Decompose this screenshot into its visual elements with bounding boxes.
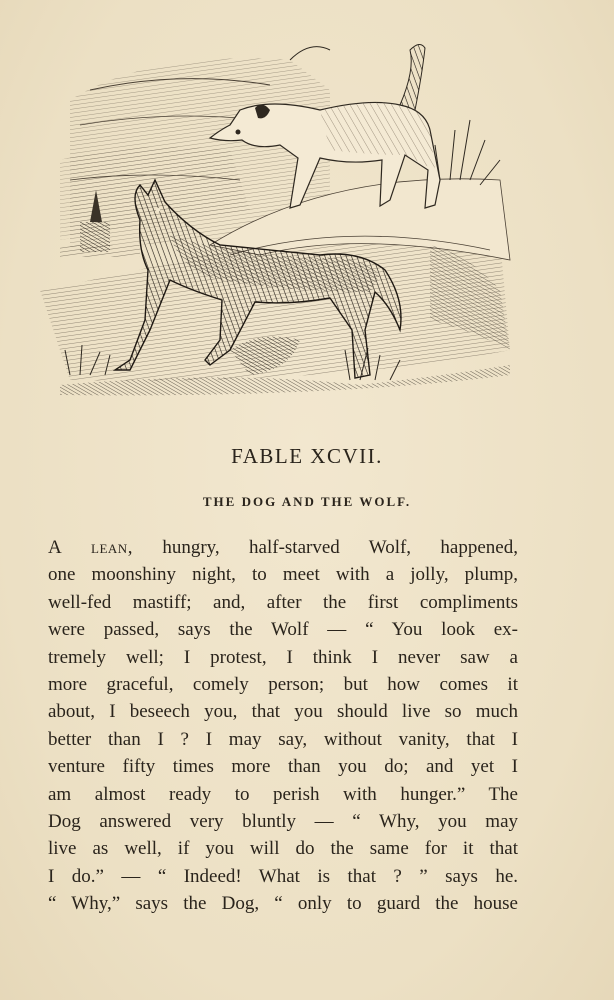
text-line-8: better than I ? I may say, without vanity, that I [48, 728, 518, 750]
dog-and-wolf-engraving [30, 30, 530, 400]
text-line-14: “ Why,” says the Dog, “ only to guard the house [48, 893, 518, 915]
text-line-4: were passed, says the Wolf — “ You look ex- [48, 619, 518, 641]
text-line-1 [48, 534, 518, 561]
text-line-6: more graceful, comely person; but how comes it [48, 673, 518, 695]
text-line-13: I do.” — “ Indeed! What is that ? ” says he. [48, 865, 518, 887]
engraving-svg [30, 30, 530, 400]
opening-word: A lean, [48, 537, 133, 558]
text-line-10: am almost ready to perish with hunger.” The [48, 783, 518, 805]
text-line-7: about, I beseech you, that you should live so much [48, 701, 518, 723]
text-line-9: venture fifty times more than you do; and yet I [48, 756, 518, 778]
text-line-3: well-fed mastiff; and, after the first compliments [48, 591, 518, 613]
text-line-2: one moonshiny night, to meet with a jolly, plump, [48, 564, 518, 586]
fable-subtitle: THE DOG AND THE WOLF. [202, 494, 412, 509]
fable-body-text [48, 534, 518, 917]
text-line-11: Dog answered very bluntly — “ Why, you may [48, 810, 518, 832]
text-line-5: tremely well; I protest, I think I never saw a [48, 646, 518, 668]
text-line-12: live as well, if you will do the same for it that [48, 838, 518, 860]
text-line-1-rest: hungry, half-starved Wolf, happened, [132, 537, 518, 558]
fable-title: FABLE XCVII. [231, 444, 383, 468]
